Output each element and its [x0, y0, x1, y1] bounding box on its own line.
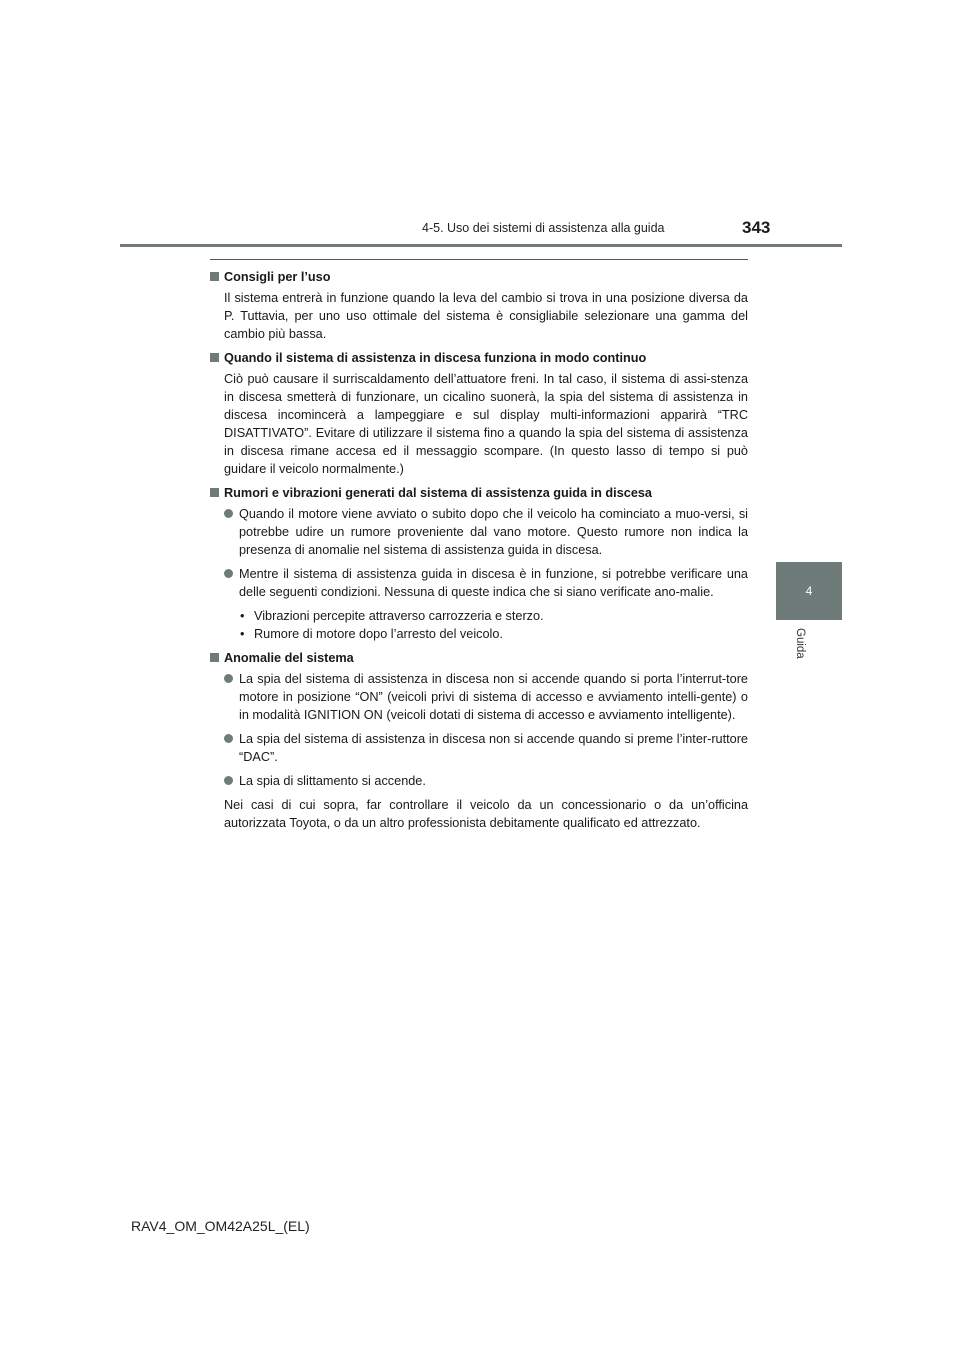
sub-list-item: [240, 607, 748, 625]
header-rule: [120, 244, 842, 247]
square-bullet-icon: [210, 653, 219, 662]
round-bullet-icon: [224, 569, 233, 578]
sub-list-item: [240, 625, 748, 643]
page-number: 343: [742, 218, 771, 237]
square-bullet-icon: [210, 488, 219, 497]
document-code: RAV4_OM_OM42A25L_(EL): [131, 1218, 310, 1234]
chapter-number: 4: [805, 584, 813, 598]
square-bullet-icon: [210, 272, 219, 281]
section-malfunctions: [210, 649, 748, 832]
section-title: 4-5. Uso dei sistemi di assistenza alla guida: [422, 221, 665, 235]
content: [210, 268, 748, 838]
round-bullet-icon: [224, 734, 233, 743]
heading-text: Rumori e vibrazioni generati dal sistema di assistenza guida in discesa: [224, 486, 652, 500]
list-item: [210, 670, 748, 724]
list-item: [210, 730, 748, 766]
bullet-text: Quando il motore viene avviato o subito dopo che il veicolo ha cominciato a muo-versi, si potrebbe udire un rumore proveniente dal vano motore. Questo rumore non indica la presenza di anomalie nel sistema di assistenza guida in discesa.: [239, 507, 748, 557]
round-bullet-icon: [224, 776, 233, 785]
heading-text: Quando il sistema di assistenza in discesa funziona in modo continuo: [224, 351, 647, 365]
closing-paragraph: Nei casi di cui sopra, far controllare il veicolo da un concessionario o da un’officina autorizzata Toyota, o da un altro professionista debitamente qualificato ed attrezzato.: [224, 798, 748, 830]
round-bullet-icon: [224, 509, 233, 518]
bullet-text: La spia del sistema di assistenza in discesa non si accende quando si preme l’inter-ruttore “DAC”.: [239, 732, 748, 764]
dot-marker-icon: •: [240, 627, 245, 641]
bullet-text: La spia del sistema di assistenza in discesa non si accende quando si porta l’interrut-tore motore in posizione “ON” (veicoli privi di sistema di accesso e avviamento intelli-gente) o in modalità IGNITION ON (veicoli dotati di sistema di accesso e avviamento intelligente).: [239, 672, 748, 722]
sub-item-text: Vibrazioni percepite attraverso carrozzeria e sterzo.: [254, 609, 544, 623]
dot-marker-icon: •: [240, 609, 245, 623]
bullet-text: Mentre il sistema di assistenza guida in discesa è in funzione, si potrebbe verificare una delle seguenti condizioni. Nessuna di queste indica che si siano verificate ano-malie.: [239, 567, 748, 599]
bullet-text: La spia di slittamento si accende.: [239, 774, 426, 788]
section-noise: [210, 484, 748, 643]
section-heading: [210, 484, 748, 502]
section-heading: [210, 649, 748, 667]
section-heading: [210, 268, 748, 286]
list-item: [210, 772, 748, 790]
round-bullet-icon: [224, 674, 233, 683]
square-bullet-icon: [210, 353, 219, 362]
heading-text: Anomalie del sistema: [224, 651, 354, 665]
heading-text: Consigli per l’uso: [224, 270, 331, 284]
section-continuous: [210, 349, 748, 478]
list-item: [210, 565, 748, 601]
sub-item-text: Rumore di motore dopo l’arresto del veicolo.: [254, 627, 503, 641]
section-tips: [210, 268, 748, 343]
section-heading: [210, 349, 748, 367]
sub-list: [210, 607, 748, 643]
chapter-label: Guida: [794, 628, 806, 659]
paragraph: Ciò può causare il surriscaldamento dell’attuatore freni. In tal caso, il sistema di assi-stenza in discesa smetterà di funzionare, un cicalino suonerà, la spia del sistema di assistenza in discesa incomincerà a lampeggiare e sul display multi-informazioni apparirà “TRC DISATTIVATO”. Evitare di utilizzare il sistema fino a quando la spia del sistema di assistenza in discesa rimane accesa ed il messaggio scompare. (In questo lasso di tempo si può guidare il veicolo normalmente.): [224, 372, 748, 476]
content-rule: [210, 259, 748, 260]
chapter-tab: [776, 562, 842, 620]
list-item: [210, 505, 748, 559]
paragraph: Il sistema entrerà in funzione quando la leva del cambio si trova in una posizione diversa da P. Tuttavia, per uno uso ottimale del sistema è consigliabile selezionare una gamma del cambio più bassa.: [224, 291, 748, 341]
